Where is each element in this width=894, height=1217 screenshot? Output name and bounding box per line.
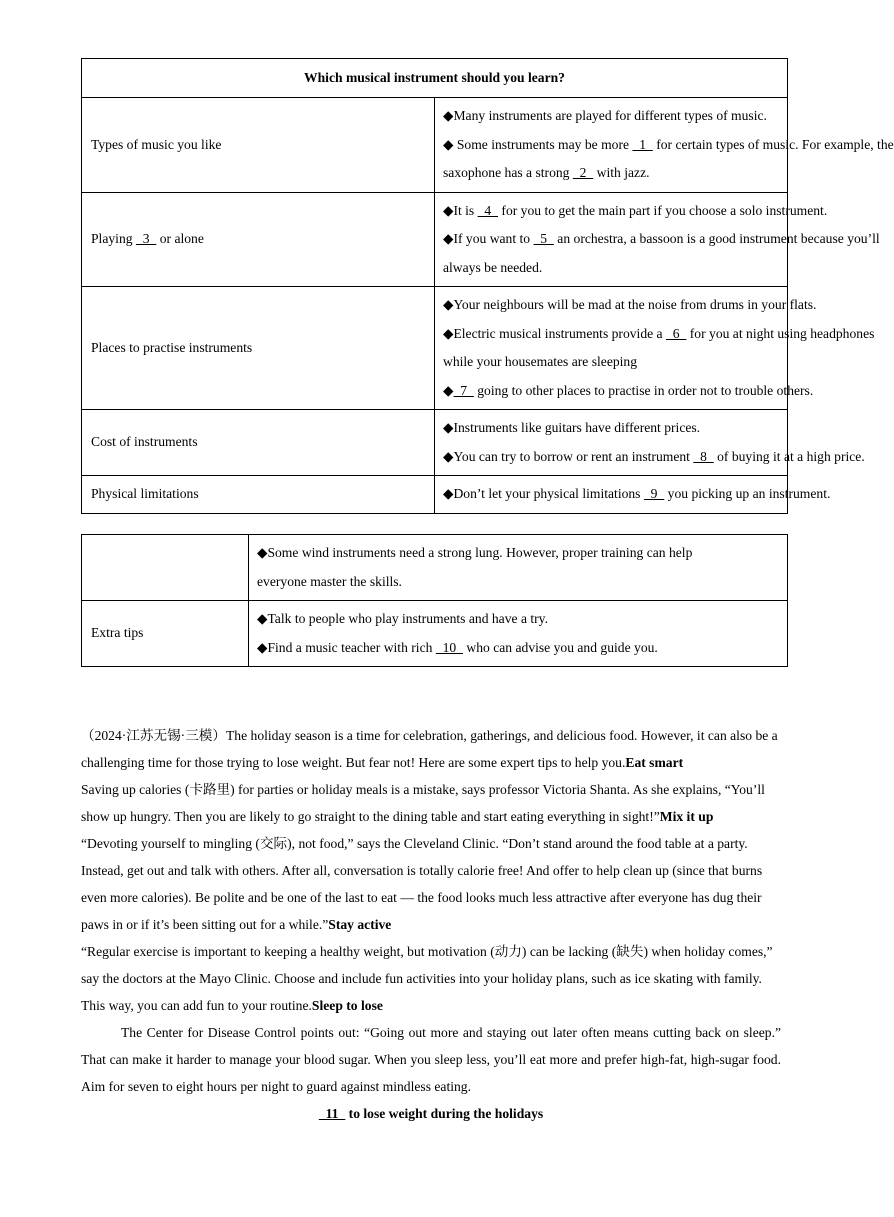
- row-label: [82, 287, 435, 410]
- text-run: Places to practise instruments: [91, 339, 253, 355]
- content-line: [443, 414, 779, 443]
- row-label: [82, 98, 435, 193]
- row-content: [435, 410, 865, 476]
- table-row: [82, 601, 788, 667]
- text-run: saxophone has a strong: [443, 165, 573, 180]
- text-run: or alone: [156, 231, 204, 246]
- text-run: everyone master the skills.: [257, 573, 402, 589]
- text-run: ◆ Some instruments may be more: [443, 136, 633, 152]
- passage-paragraph: [81, 1019, 781, 1100]
- answer-blank: 11: [318, 1106, 346, 1121]
- text-run: Types of music you like: [91, 136, 222, 152]
- answer-blank: 5: [533, 231, 554, 246]
- text-run: ◆Find a music teacher with rich: [257, 639, 436, 655]
- passage-paragraph: [81, 938, 781, 1019]
- text-run: for you at night using headphones: [686, 325, 875, 341]
- row-label: [82, 601, 249, 667]
- text-run: ◆: [443, 382, 454, 398]
- content-line: [257, 634, 779, 663]
- table-row: [82, 476, 788, 514]
- text-run: The Center for Disease Control points out: “Going out more and staying out later often means cutting back on sleep.” That can make it harder to manage your blood sugar. When you sleep less, you’ll eat more and prefer high-fat, high-sugar food. Aim for seven to eight hours per night to guard against mindless eating.: [81, 1025, 781, 1094]
- row-label: [82, 476, 435, 514]
- content-line: [443, 131, 894, 160]
- text-run: Cost of instruments: [91, 434, 198, 450]
- table-row: [82, 287, 788, 410]
- table-row: [82, 98, 788, 193]
- passage-paragraph: [81, 830, 781, 938]
- passage-paragraph: [81, 722, 781, 776]
- passage-title: [81, 1100, 781, 1127]
- text-run: who can advise you and guide you.: [463, 639, 658, 655]
- table-row: [82, 535, 788, 601]
- content-line: [443, 480, 831, 509]
- answer-blank: 1: [632, 136, 653, 152]
- passage-paragraph: [81, 776, 781, 830]
- content-line: [443, 102, 779, 131]
- text-run: ◆Talk to people who play instruments and have a try.: [257, 611, 548, 626]
- text-run: ◆It is: [443, 202, 478, 218]
- text-run: ◆Your neighbours will be mad at the noise from drums in your flats.: [443, 297, 817, 312]
- answer-blank: 4: [477, 202, 499, 218]
- content-line: [443, 291, 817, 320]
- answer-blank: 8: [693, 448, 714, 464]
- text-run: ◆Some wind instruments need a strong lung. However, proper training can help: [257, 545, 693, 560]
- text-run: going to other places to practise in order not to trouble others.: [473, 382, 814, 398]
- text-run: ◆If you want to: [443, 231, 534, 246]
- row-label: [82, 410, 435, 476]
- row-content: [249, 601, 788, 667]
- content-line: [443, 254, 779, 283]
- text-run: ◆Electric musical instruments provide a: [443, 325, 666, 341]
- content-line: [443, 225, 880, 254]
- text-run: ◆Don’t let your physical limitations: [443, 486, 644, 501]
- instrument-table-continued: [81, 534, 788, 667]
- text-run: you picking up an instrument.: [664, 486, 831, 501]
- text-run: Physical limitations: [91, 486, 199, 501]
- row-content: [435, 476, 831, 514]
- table-title: Which musical instrument should you learn?: [82, 59, 788, 98]
- content-line: [443, 320, 875, 349]
- content-line: [443, 377, 814, 406]
- row-content: [435, 192, 880, 287]
- answer-blank: 9: [643, 486, 665, 501]
- reading-passage: [81, 722, 781, 1127]
- row-label: [82, 192, 435, 287]
- text-run: always be needed.: [443, 259, 543, 275]
- text-run: while your housemates are sleeping: [443, 354, 638, 369]
- section-heading: Sleep to lose: [311, 998, 383, 1013]
- text-run: for certain types of music. For example, the: [652, 136, 894, 152]
- text-run: an orchestra, a bassoon is a good instrument because you’ll: [553, 231, 880, 246]
- section-heading: Stay active: [328, 917, 392, 932]
- content-line: [257, 539, 779, 568]
- content-line: [443, 443, 865, 472]
- text-run: Playing: [91, 231, 136, 246]
- content-line: [257, 605, 779, 634]
- section-heading: Mix it up: [659, 809, 714, 824]
- text-run: ◆You can try to borrow or rent an instrument: [443, 448, 694, 464]
- text-run: “Regular exercise is important to keeping a healthy weight, but motivation (动力) can be lacking (缺失) when holiday comes,” say the doctors at the Mayo Clinic. Choose and include fun activities into your holiday plans, such as ice skating with family. This way, you can add fun to your routine.: [81, 944, 773, 1013]
- instrument-table: [81, 58, 894, 514]
- row-label: [82, 535, 249, 601]
- table-header-row: [82, 59, 788, 98]
- answer-blank: 7: [453, 382, 474, 398]
- text-run: Saving up calories (卡路里) for parties or holiday meals is a mistake, says professor Victoria Shanta. As she explains, “You’ll show up hungry. Then you are likely to go straight to the dining table and start eating everything in sight!”: [81, 782, 765, 824]
- row-content: [435, 287, 875, 410]
- section-heading: Eat smart: [625, 755, 684, 770]
- answer-blank: 2: [572, 165, 594, 180]
- text-run: with jazz.: [593, 165, 650, 180]
- text-run: Extra tips: [91, 625, 144, 641]
- text-run: for you to get the main part if you choose a solo instrument.: [498, 202, 828, 218]
- content-line: [443, 197, 828, 226]
- row-content: [249, 535, 788, 601]
- text-run: “Devoting yourself to mingling (交际), not food,” says the Cleveland Clinic. “Don’t stand around the food table at a party. Instead, get out and talk with others. After all, conversation is totally calorie free! And offer to help clean up (since that burns even more calories). Be polite and be one of the last to eat — the food looks much less attractive after everyone has dug their paws in or if it’s been sitting out for a while.”: [81, 836, 763, 932]
- text-run: of buying it at a high price.: [713, 448, 865, 464]
- content-line: [443, 159, 779, 188]
- text-run: ◆Instruments like guitars have different prices.: [443, 420, 701, 435]
- table-row: [82, 410, 788, 476]
- answer-blank: 10: [435, 639, 464, 655]
- content-line: [257, 568, 779, 597]
- table-row: [82, 192, 788, 287]
- row-content: [435, 98, 894, 193]
- text-run: to lose weight during the holidays: [345, 1106, 544, 1121]
- content-line: [443, 348, 779, 377]
- text-run: ◆Many instruments are played for different types of music.: [443, 108, 767, 123]
- text-run: （2024·江苏无锡·三模）The holiday season is a time for celebration, gatherings, and delicious food. However, it can also be a challenging time for those trying to lose weight. But fear not! Here are some expert tips to help you.: [81, 728, 778, 770]
- answer-blank: 3: [135, 231, 157, 246]
- answer-blank: 6: [665, 325, 687, 341]
